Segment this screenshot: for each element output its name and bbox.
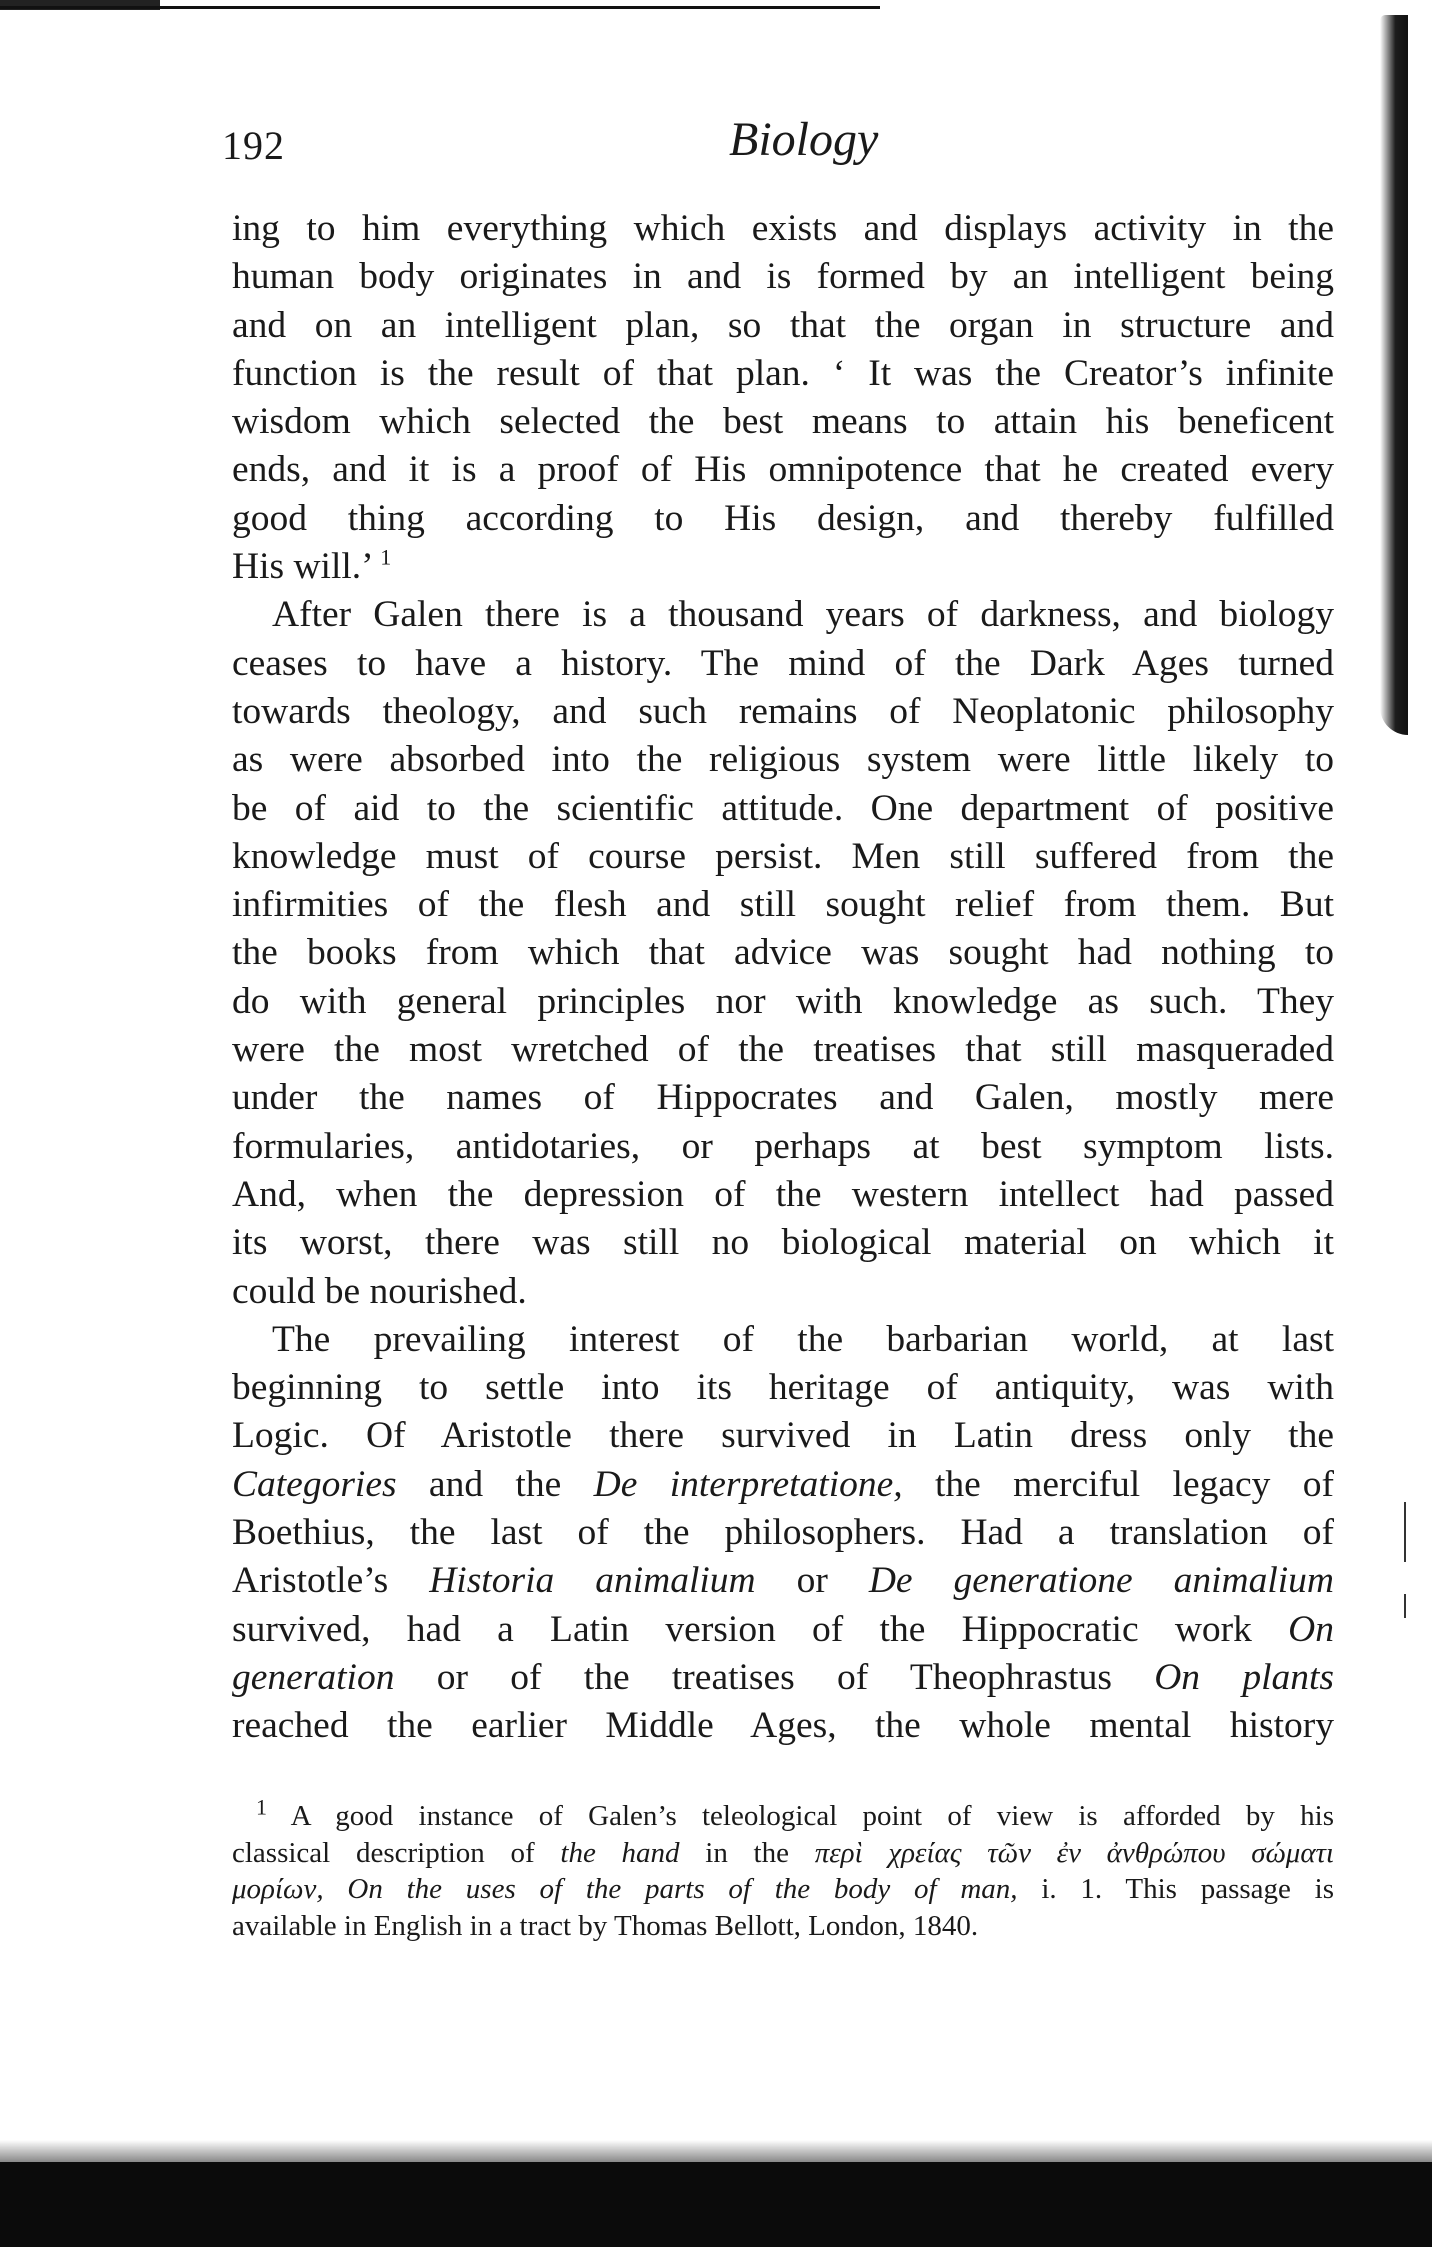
running-head: Biology — [729, 113, 879, 166]
book-title: De interpretatione, — [593, 1463, 903, 1505]
text-line: ing to him everything which exists and displays activity in the — [232, 208, 1334, 249]
text-line: Boethius, the last of the philosophers. Had a translation of — [232, 1512, 1334, 1554]
text-line: as were absorbed into the religious system were little likely to — [232, 739, 1334, 781]
footnote-line — [232, 1798, 1334, 1835]
text-line: towards theology, and such remains of Neoplatonic philosophy — [232, 690, 1334, 732]
text-line: good thing according to His design, and thereby fulfilled — [232, 497, 1334, 539]
scan-top-rule — [0, 6, 880, 9]
text-line — [232, 543, 1334, 591]
book-title: On — [1288, 1608, 1334, 1650]
footnote-reference: 1 — [380, 544, 392, 570]
paragraph-first-line: The prevailing interest of the barbarian world, at last — [272, 1318, 1334, 1360]
text-segment: and the — [396, 1463, 594, 1505]
text-segment: classical description of — [232, 1836, 561, 1869]
text-line: function is the result of that plan. ‘ It was the Creator’s infinite — [232, 352, 1334, 394]
text-segment: His will.’ — [232, 546, 371, 588]
text-line: And, when the depression of the western intellect had passed — [232, 1173, 1334, 1215]
text-line: do with general principles nor with knowledge as such. They — [232, 980, 1334, 1022]
book-title: On the uses of the parts of the body of man, — [347, 1873, 1018, 1905]
page-header — [222, 112, 1342, 192]
greek-title: μορίων, — [232, 1873, 348, 1905]
text-line: the books from which that advice was sought had nothing to — [232, 932, 1334, 974]
text-line: human body originates in and is formed by an intelligent being — [232, 256, 1334, 298]
footnote-line: available in English in a tract by Thomas Bellott, London, 1840. — [232, 1909, 979, 1942]
text-line: reached the earlier Middle Ages, the whole mental history — [232, 1705, 1334, 1747]
text-segment: the merciful legacy of — [902, 1463, 1334, 1505]
book-title: De generatione animalium — [868, 1560, 1334, 1602]
scan-bottom-edge — [0, 2162, 1432, 2247]
text-line: Logic. Of Aristotle there survived in Latin dress only the — [232, 1415, 1334, 1457]
text-line: under the names of Hippocrates and Galen, mostly mere — [232, 1077, 1334, 1119]
book-title: Categories — [232, 1463, 397, 1505]
text-segment: i. 1. This passage is — [1017, 1873, 1334, 1905]
text-line: be of aid to the scientific attitude. One department of positive — [232, 787, 1334, 829]
book-title: Historia animalium — [429, 1560, 756, 1602]
text-segment: A good instance of Galen’s teleological point of view is afforded by his — [290, 1800, 1334, 1832]
margin-mark — [1404, 1502, 1406, 1562]
paragraph-first-line: After Galen there is a thousand years of darkness, and biology — [272, 594, 1334, 636]
text-line: wisdom which selected the best means to attain his beneficent — [232, 401, 1334, 443]
text-line — [232, 1606, 1334, 1654]
text-line: infirmities of the flesh and still sought relief from them. But — [232, 884, 1334, 926]
greek-title: περὶ χρείας τῶν ἐν ἀνθρώπου σώματι — [814, 1836, 1334, 1869]
binding-shadow — [1380, 15, 1408, 735]
footnote-marker: 1 — [256, 1798, 267, 1820]
text-segment: Aristotle’s — [232, 1560, 430, 1602]
page-number: 192 — [222, 123, 285, 168]
text-segment: survived, had a Latin version of the Hippocratic work — [232, 1608, 1289, 1650]
text-line — [232, 1461, 1334, 1509]
book-title: On plants — [1154, 1656, 1334, 1698]
text-segment: or — [755, 1560, 869, 1602]
text-segment: or of the treatises of Theophrastus — [394, 1656, 1155, 1698]
footnote-line — [232, 1871, 1334, 1908]
text-line: and on an intelligent plan, so that the organ in structure and — [232, 304, 1334, 346]
text-line: ends, and it is a proof of His omnipotence that he created every — [232, 449, 1334, 491]
footnotes — [232, 1798, 1334, 1944]
text-line: beginning to settle into its heritage of antiquity, was with — [232, 1367, 1334, 1409]
text-line — [232, 1557, 1334, 1605]
margin-mark — [1404, 1594, 1406, 1618]
text-line: formularies, antidotaries, or perhaps at best symptom lists. — [232, 1125, 1334, 1167]
italic-text: the hand — [560, 1836, 680, 1869]
text-line: knowledge must of course persist. Men still suffered from the — [232, 835, 1334, 877]
text-line: were the most wretched of the treatises that still masqueraded — [232, 1029, 1334, 1071]
text-segment: in the — [679, 1836, 815, 1869]
text-line — [232, 1654, 1334, 1702]
book-title: generation — [232, 1656, 395, 1698]
footnote-line — [232, 1835, 1334, 1872]
text-line: could be nourished. — [232, 1270, 527, 1312]
body-text — [232, 205, 1334, 1751]
text-line: its worst, there was still no biological material on which it — [232, 1222, 1334, 1264]
text-line: ceases to have a history. The mind of the Dark Ages turned — [232, 642, 1334, 684]
